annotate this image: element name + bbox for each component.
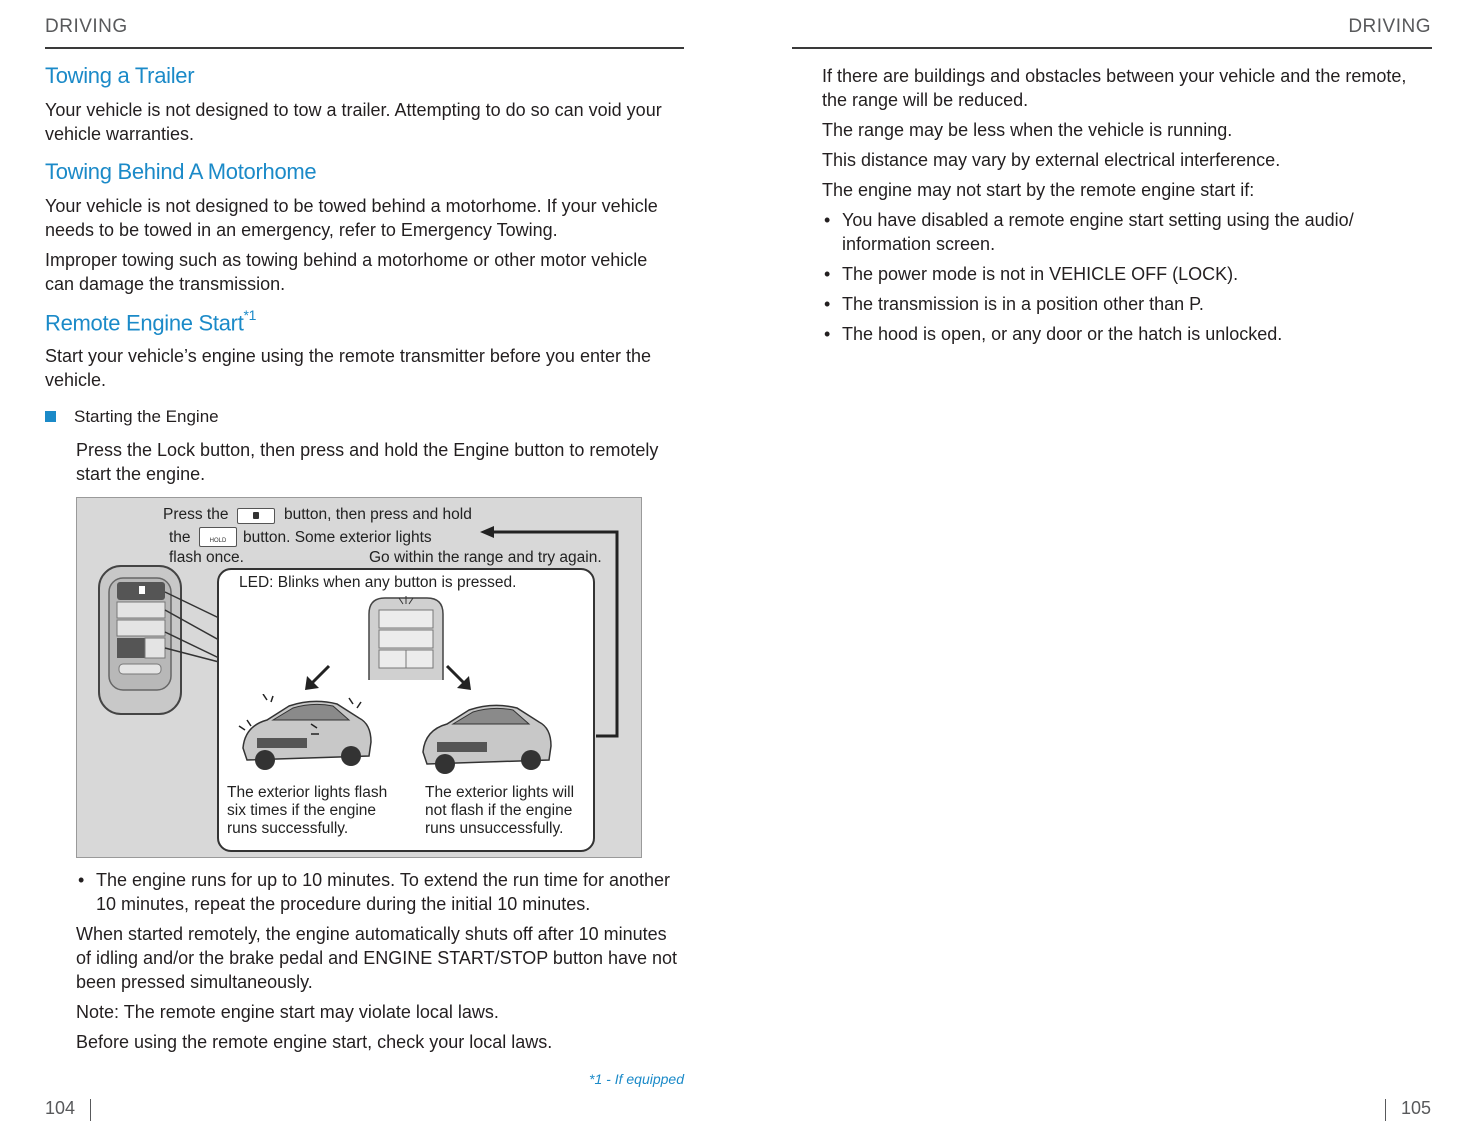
press-instructions: Press the Lock button, then press and hold the Engine button to remotely start the engine.	[76, 440, 659, 484]
run-time-bullet: • The engine runs for up to 10 minutes. To extend the run time for another 10 minutes, repeat the procedure during the initial 10 minutes.	[76, 868, 670, 916]
fig-then-press-hold: button, then press and hold	[284, 506, 472, 523]
condition-bullet: • The power mode is not in VEHICLE OFF (LOCK).	[822, 262, 1238, 286]
footnote-marker: *1	[243, 307, 257, 323]
towing-motorhome-heading: Towing Behind A Motorhome	[45, 159, 317, 184]
small-fob-icon	[365, 594, 447, 682]
interference-text: This distance may vary by external electrical interference.	[822, 150, 1281, 170]
condition-bullet: • You have disabled a remote engine start setting using the audio/ information screen.	[822, 208, 1354, 256]
lock-button-icon	[237, 508, 275, 524]
remote-engine-start-heading: Remote Engine Start$^{*1}$	[45, 307, 257, 336]
fig-some-lights: button. Some exterior lights	[243, 529, 432, 546]
header-rule	[45, 47, 684, 49]
car-lights-flashing-icon	[233, 694, 379, 776]
running-head: DRIVING	[45, 16, 128, 37]
header-rule	[792, 47, 1432, 49]
auto-shutoff-text: When started remotely, the engine automatically shuts off after 10 minutes of idling and/or the brake pedal and ENGINE START/STOP button have not been pressed simultaneously.	[76, 924, 678, 992]
fig-led-text: LED: Blinks when any button is pressed.	[239, 574, 517, 591]
fig-go-within: Go within the range and try again.	[369, 549, 602, 566]
fig-flash-once: flash once.	[169, 549, 244, 566]
page-number-divider	[1385, 1099, 1386, 1121]
condition-bullet: • The hood is open, or any door or the hatch is unlocked.	[822, 322, 1282, 346]
towing-trailer-text: Your vehicle is not designed to tow a trailer. Attempting to do so can void your vehicle warranties.	[45, 100, 662, 144]
fig-success-text: The exterior lights flash six times if the engine runs successfully.	[227, 784, 388, 837]
note-text: Note: The remote engine start may violate local laws.	[76, 1002, 499, 1022]
local-laws-text: Before using the remote engine start, check your local laws.	[76, 1032, 553, 1052]
remote-start-intro: Start your vehicle’s engine using the remote transmitter before you enter the vehicle.	[45, 346, 651, 390]
may-not-start-text: The engine may not start by the remote engine start if:	[822, 180, 1255, 200]
note-label: Note:	[76, 1002, 120, 1022]
towing-motorhome-text-1: Your vehicle is not designed to be towed behind a motorhome. If your vehicle needs to be towed in an emergency, refer to Emergency Towing.	[45, 196, 658, 240]
page-number-divider	[90, 1099, 91, 1121]
led-panel	[217, 568, 595, 852]
square-bullet-icon	[45, 411, 56, 422]
page-number: 104	[45, 1098, 76, 1118]
car-no-flash-icon	[413, 700, 559, 780]
fig-press-the: Press the	[163, 506, 229, 523]
right-page	[738, 0, 1476, 1134]
range-running-text: The range may be less when the vehicle is running.	[822, 120, 1233, 140]
footnote: *1 - If equipped	[589, 1071, 684, 1087]
running-head: DRIVING	[1348, 16, 1431, 37]
range-obstacles-text: If there are buildings and obstacles between your vehicle and the remote, the range will be reduced.	[822, 66, 1407, 110]
arrow-down-left-icon	[303, 662, 333, 692]
engine-hold-button-icon: HOLD	[199, 527, 237, 547]
towing-trailer-heading: Towing a Trailer	[45, 63, 195, 88]
remote-start-illustration	[76, 497, 642, 858]
towing-motorhome-text-2: Improper towing such as towing behind a motorhome or other motor vehicle can damage the transmission.	[45, 250, 648, 294]
page-number: 105	[1400, 1098, 1431, 1118]
condition-bullet: • The transmission is in a position other than P.	[822, 292, 1204, 316]
fig-fail-text: The exterior lights will not flash if the engine runs unsuccessfully.	[425, 784, 575, 837]
fig-the: the	[169, 529, 191, 546]
starting-engine-subheading: Starting the Engine	[45, 407, 219, 427]
arrow-down-right-icon	[443, 662, 473, 692]
